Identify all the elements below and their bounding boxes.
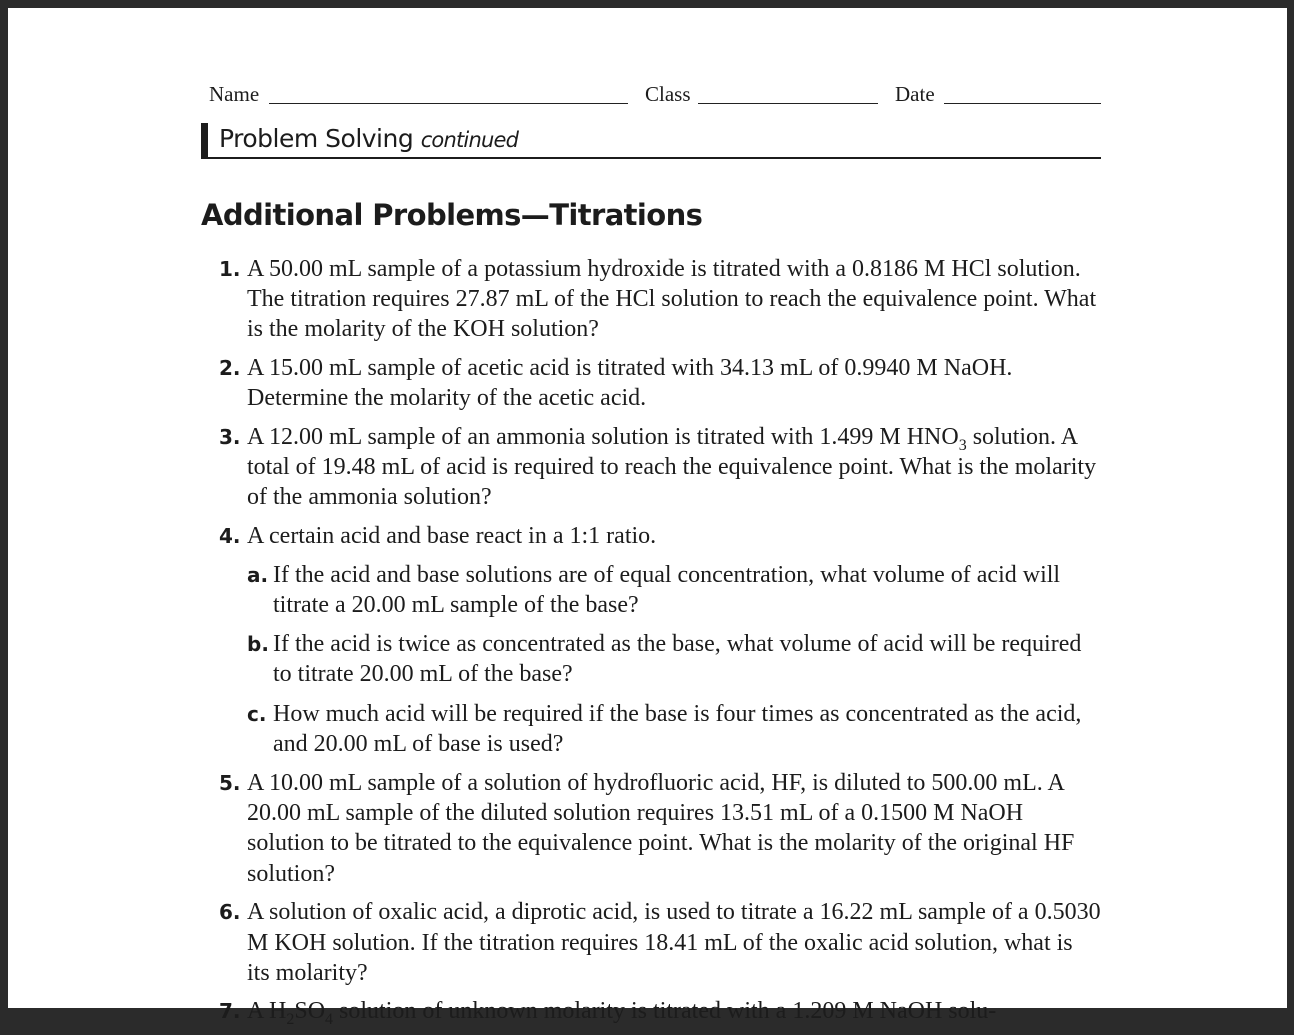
date-label: Date [895, 82, 935, 106]
problem-list [201, 254, 1101, 1035]
problem-number: 7. [219, 999, 241, 1024]
problem-5 [201, 768, 1101, 889]
section-marker [201, 123, 208, 157]
problem-text: A certain acid and base react in a 1:1 ratio. [247, 523, 657, 550]
problem-number: 3. [219, 425, 241, 450]
problem-3 [201, 422, 1101, 513]
problem-4a [201, 560, 1101, 620]
header-fields [201, 82, 1101, 106]
problem-number: 6. [219, 900, 241, 925]
subproblem-text: If the acid and base solutions are of equal concentration, what volume of acid will titrate a 20.00 mL sample of the base? [273, 561, 1061, 619]
problem-6 [201, 897, 1101, 988]
subproblem-letter: b. [247, 632, 269, 657]
section-suffix: continued [420, 128, 519, 152]
subscript: 2 [286, 1011, 295, 1029]
problem-text-b: SO [294, 998, 326, 1025]
worksheet-page [8, 8, 1287, 1029]
problem-4 [201, 521, 1101, 551]
date-field[interactable] [944, 103, 1101, 104]
page-title: Additional Problems—Titrations [201, 198, 703, 232]
problem-number: 2. [219, 356, 241, 381]
problem-text-a: A 12.00 mL sample of an ammonia solution is titrated with 1.499 M HNO [247, 424, 959, 451]
problem-number: 4. [219, 524, 241, 549]
problem-text: A solution of oxalic acid, a diprotic acid, is used to titrate a 16.22 mL sample of a 0.5030 M KOH solution. If the titration requires 18.41 mL of the oxalic acid solution, what is its molarity? [247, 899, 1101, 986]
class-label: Class [645, 82, 691, 106]
problem-4b [201, 629, 1101, 689]
problem-text-b: solution. A total of 19.48 mL of acid is required to reach the equivalence point. What is the molarity of the ammonia solution? [247, 424, 1097, 511]
section-header [201, 121, 1101, 159]
problem-7 [201, 996, 1101, 1029]
subscript: 4 [325, 1011, 334, 1029]
problem-number: 5. [219, 771, 241, 796]
subproblem-text: How much acid will be required if the base is four times as concentrated as the acid, and 20.00 mL of base is used? [273, 700, 1082, 757]
section-title [219, 124, 518, 153]
problem-text: A 10.00 mL sample of a solution of hydrofluoric acid, HF, is diluted to 500.00 mL. A 20.00 mL sample of the diluted solution requires 13.51 mL of a 0.1500 M NaOH solution to be titrated to the equivalence point. What is the molarity of the original HF solution? [247, 770, 1075, 887]
problem-number: 1. [219, 257, 241, 281]
class-field[interactable] [698, 103, 878, 104]
problem-text: A 50.00 mL sample of a potassium hydroxide is titrated with a 0.8186 M HCl solution. The titration requires 27.87 mL of the HCl solution to reach the equivalence point. What is the molarity of the KOH solution? [247, 256, 1097, 343]
subproblem-letter: a. [247, 562, 269, 587]
subproblem-text: If the acid is twice as concentrated as the base, what volume of acid will be required to titrate 20.00 mL of the base? [273, 631, 1082, 688]
section-title-text: Problem Solving [219, 124, 414, 153]
name-field[interactable] [269, 103, 628, 104]
name-label: Name [209, 82, 260, 106]
problem-1 [201, 254, 1101, 345]
problem-4c [201, 699, 1101, 759]
problem-2 [201, 353, 1101, 413]
problem-text-c: solution of unknown molarity is titrated with a 1.209 M NaOH solu- [333, 998, 997, 1025]
problem-text: A 15.00 mL sample of acetic acid is titrated with 34.13 mL of 0.9940 M NaOH. Determine the molarity of the acetic acid. [247, 355, 1013, 412]
subproblem-letter: c. [247, 701, 267, 726]
problem-text-a: A H [247, 998, 287, 1025]
subscript: 3 [958, 436, 967, 454]
